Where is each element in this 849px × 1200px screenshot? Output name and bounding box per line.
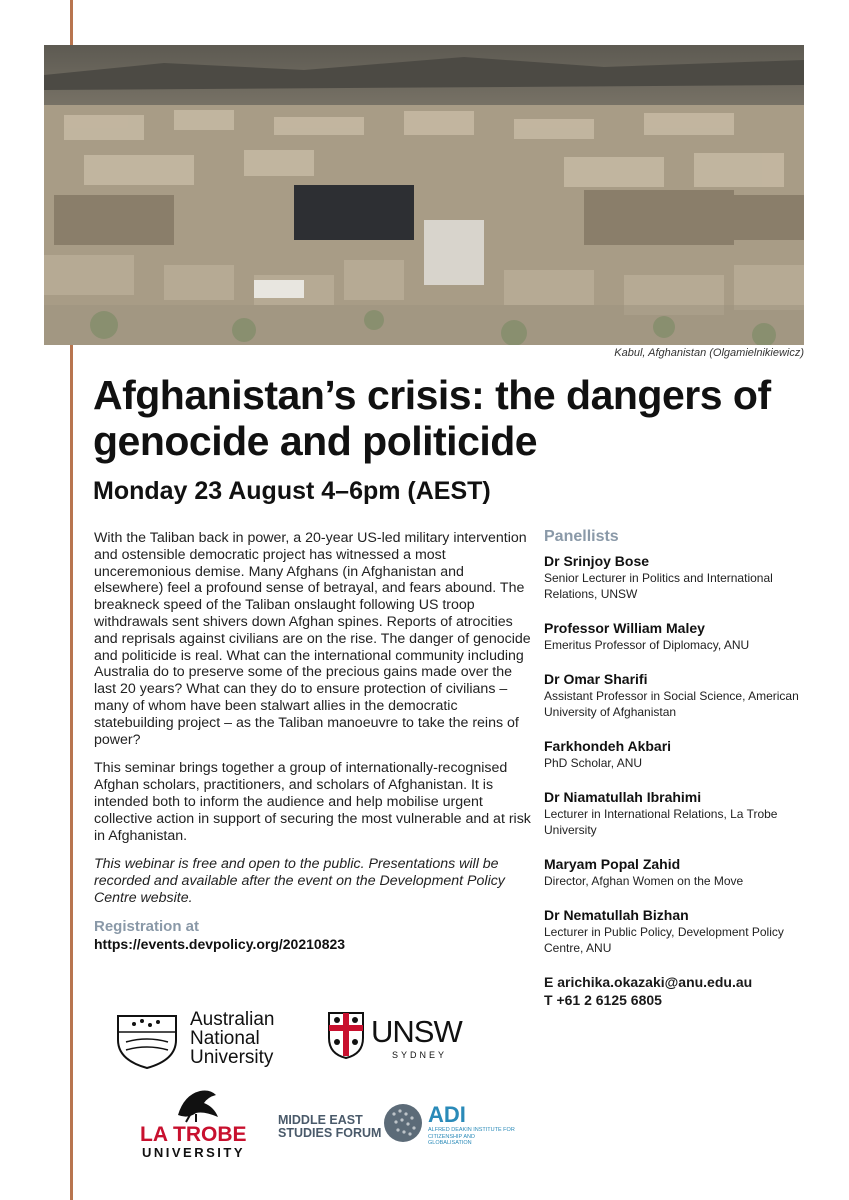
panellist-name: Dr Omar Sharifi	[544, 671, 648, 687]
event-date: Monday 23 August 4–6pm (AEST)	[93, 477, 491, 505]
panellists	[544, 528, 814, 1009]
anu-wordmark: Australian National University	[190, 1009, 275, 1068]
panellist	[544, 906, 814, 956]
panellist-role: Emeritus Professor of Diplomacy, ANU	[544, 638, 750, 652]
mesf-wordmark: MIDDLE EAST STUDIES FORUM	[278, 1113, 382, 1140]
panellist-name: Farkhondeh Akbari	[544, 738, 672, 754]
panellist	[544, 552, 814, 602]
unsw-crest-icon	[326, 1010, 366, 1060]
unsw-wordmark: UNSW	[371, 1014, 462, 1049]
unsw-sydney-label: SYDNEY	[392, 1050, 448, 1060]
panellist-name: Dr Srinjoy Bose	[544, 553, 650, 569]
panellists-heading: Panellists	[544, 528, 619, 545]
adi-wordmark: ADI	[428, 1102, 466, 1127]
description	[94, 530, 534, 952]
contact-phone: T +61 2 6125 6805	[544, 992, 662, 1008]
webinar-note: This webinar is free and open to the public. Presentations will be recorded and available after the event on the Development Policy Centre website.	[94, 856, 505, 906]
panellist-role: Senior Lecturer in Politics and International Relations, UNSW	[544, 571, 773, 601]
panellist-role: Assistant Professor in Social Science, American University of Afghanistan	[544, 689, 799, 719]
panellist-name: Dr Nematullah Bizhan	[544, 907, 689, 923]
globe-icon	[382, 1102, 424, 1144]
anu-crest-icon	[112, 1010, 182, 1070]
panellist	[544, 619, 814, 653]
panellist-name: Professor William Maley	[544, 620, 705, 636]
panellist	[544, 855, 814, 889]
panellist	[544, 788, 814, 838]
latrobe-university-label: UNIVERSITY	[142, 1145, 246, 1160]
panellist-role: Lecturer in Public Policy, Development Policy Centre, ANU	[544, 925, 784, 955]
unsw-logo	[326, 1010, 466, 1065]
panellist-name: Dr Niamatullah Ibrahimi	[544, 789, 702, 805]
panellist-role: PhD Scholar, ANU	[544, 756, 643, 770]
registration-link[interactable]: https://events.devpolicy.org/20210823	[94, 935, 346, 952]
kabul-photo	[44, 45, 804, 345]
contact-email[interactable]: E arichika.okazaki@anu.edu.au	[544, 974, 753, 990]
description-paragraph-1: With the Taliban back in power, a 20-year US-led military intervention and ostensible democratic project has witnessed a most unceremonious demise. Many Afghans (in Afghanistan and elsewhere) feel a profound sense of betrayal, and fears abound. The breakneck speed of the Taliban onslaught following US troop withdrawals sent shivers down Afghan spines. Reports of atrocities and reprisals against civilians are on the rise. The danger of genocide and politicide is real. What can the international community including Australia do to preserve some of the precious gains made over the last 20 years? What can they do to ensure protection of civilians – many of whom have been stalwart allies in the democratic statebuilding project – as the Taliban manoeuvre to take the reins of power?	[94, 530, 531, 748]
registration-label: Registration at	[94, 917, 200, 935]
anu-logo	[112, 1010, 282, 1070]
panellist-role: Lecturer in International Relations, La Trobe University	[544, 807, 778, 837]
latrobe-logo	[140, 1085, 250, 1160]
panellist	[544, 670, 814, 720]
panellist-role: Director, Afghan Women on the Move	[544, 874, 744, 888]
latrobe-wordmark: LA TROBE	[140, 1123, 247, 1146]
description-paragraph-2: This seminar brings together a group of internationally-recognised Afghan scholars, practitioners, and scholars of Afghanistan. It is intended both to inform the audience and help mobilise urgent collective action in support of securing the most vulnerable and at risk in Afghanistan.	[94, 760, 531, 844]
page-title: Afghanistan’s crisis: the dangers of genocide and politicide	[93, 372, 771, 464]
adi-full-name: ALFRED DEAKIN INSTITUTE FOR CITIZENSHIP AND GLOBALISATION	[428, 1127, 515, 1146]
panellist-name: Maryam Popal Zahid	[544, 856, 681, 872]
bird-icon	[170, 1085, 220, 1123]
partner-logos	[278, 1100, 518, 1150]
photo-caption: Kabul, Afghanistan (Olgamielnikiewicz)	[614, 347, 804, 359]
panellist	[544, 737, 814, 771]
